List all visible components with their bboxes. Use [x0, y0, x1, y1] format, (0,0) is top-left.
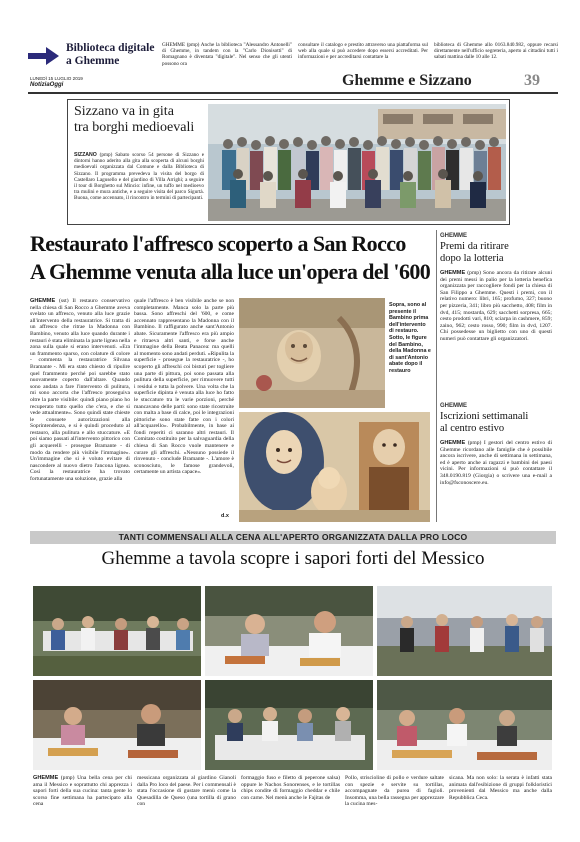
sidebar-title-1-line2: dopo la lotteria	[440, 253, 504, 264]
arrow-icon	[28, 46, 60, 66]
section-title: Ghemme e Sizzano	[342, 72, 472, 89]
masthead-date: LUNEDÌ 15 LUGLIO 2019	[30, 76, 83, 81]
dinner-photo-5	[205, 680, 373, 770]
sizzano-title-line1: Sizzano va in gita	[74, 104, 174, 119]
sidebar-body-2-text: (pmp) I gestori del centro estivo di Ghemme ricordano alle famiglie che è possibile ancora iscrivere, anche di settimana in settimana, ed è aperto anche ai ragazzi e bambini dei paesi vicini. Per informazioni si può contattare il 348.0190.819 (Giorgia) o scrivere una e-mail a info@fsconoscere.eu.	[440, 440, 552, 486]
masthead-paper: NotiziaOggi	[30, 82, 64, 88]
library-title-line1: Biblioteca digitale	[66, 42, 155, 54]
sizzano-text: (pmp) Sabato scorso 54 persone di Sizzano e dintorni hanno aderito alla gita alla scoperta di alcuni borghi medioevali organizzata dal Comune e dalla Biblioteca di Sizzano. Il programma prevedeva la visita del borgo di Castellaro Lagusello e del giardino di Villa Arrighi; a seguire il tour di Borghetto sul Mincio: infine, un tuffo nel medioevo tra mulini e mura antiche, e a seguire visita del parco Sigurtà. Buona, come accennato, il rincontro in termini di partecipanti.	[74, 152, 204, 202]
sidebar-kicker-2: GHEMME	[440, 403, 467, 409]
library-col3: biblioteca di Ghemme allo 0163.840.982, oppure recarsi direttamente nell'ufficio segreteria, aperto ai cittadini tutti i sabati mattina dalle 10 alle 12.	[434, 42, 558, 61]
sidebar-body-1-text: (pmp) Sono ancora da ritirare alcuni dei premi messi in palio per la lotteria benefica organizzata per raccogliere fondi per la chiesa di San Filippo a Ghemme. Questi i premi, con il relativo numero: libri, 165; profumo, 327; buono per pizzeria, 341; libro più sacchetto, 408; film in dvd, 415; mostarda, 629; sacchetti sorpresa, 665; cesto prodotti vari, 810; sciarpa in cashmere, 859; zaino, 962; cesto rosso, 990; film in dvd, 1207. Chi possedesse un biglietto con uno di questi numeri può contattare gli organizzatori.	[440, 270, 552, 342]
masthead-rule	[28, 92, 558, 94]
dinner-photo-3	[377, 586, 552, 676]
rocco-col1-text: (sst) Il restauro conservativo nella chiesa di San Rocco a Ghemme aveva svelato un affresco, venuto alla luce grazie all'intervento della restauratrice. Si tratta di un affresco che ritrae la Madonna con Bambino, venuto alla luce quando durante i restauri è stata eliminata la parte lignea nella zona sulla quale si erano intervenuti. «Era un frammento sparso, con colature di colore - commenta la restauratrice Silvana Bramante -. Mi era stato chiesto di ripulire quel frammento perché poi sarebbe stato nuovamente coperto dall'altare. Quando sono andata a fare l'intervento di pulitura, mi sono accorta che l'affresco proseguiva oltre la parte visibile: quindi piano piano ho recuperato tutto quello che c'era, e che si vede attualmente». Sono quindi state chieste le consuete autorizzazioni alla Soprintendenza, e si è quindi proceduto al restauro, alla pulitura e allo stuccature. «E poi siamo passati all'intervento pittorico con gli acquerelli - prosegue Bramante - di modo da rendere più visibile l'immagine». Un'immagine che si è voluto evitare di nascondere al nuovo dietro l'ancona lignea. Così la restauratrice ha trovato fortunatamente una soluzione, grazie alla	[30, 298, 130, 483]
rocco-col1	[30, 298, 130, 520]
dinner-photo-2	[205, 586, 373, 676]
library-col1: GHEMME (pmp) Anche la biblioteca "Alessandro Antonelli" di Ghemme, in tandem con la "Carlo Dionisotti" di Romagnano è diventata "digitale". Nel senso che gli utenti possono ora	[162, 42, 292, 67]
sidebar-body-2	[440, 440, 552, 522]
sidebar-title-2-line1: Iscrizioni settimanali	[440, 411, 529, 422]
page-number: 39	[524, 72, 540, 89]
dinner-photo-4	[33, 680, 201, 770]
rocco-headline-1: Restaurato l'affresco scoperto a San Rocco	[30, 231, 406, 256]
sizzano-title	[74, 104, 214, 136]
library-title-line2: a Ghemme	[66, 54, 120, 67]
sidebar-title-2	[440, 411, 552, 435]
sizzano-body	[74, 152, 204, 202]
messico-col3: formaggio fuso e filetto di peperone salsa) oppure le Nachos Sonorenses, e le tortillas chips condite di formaggio cheddar e chile con carne. Nel menù anche le Fajitas de	[241, 775, 340, 801]
messico-col5: sicana. Ma non solo: la serata è infatti stata animata dall'esibizione di gruppi folkloristici provenienti dal Messico ma anche dalla Repubblica Ceca.	[449, 775, 552, 801]
sidebar-separator	[436, 230, 437, 522]
dinner-photo-6	[377, 680, 552, 770]
sidebar-body-1	[440, 270, 552, 394]
sidebar-title-1-line1: Premi da ritirare	[440, 241, 509, 252]
sidebar-title-1	[440, 241, 552, 265]
sizzano-kicker: SIZZANO	[74, 152, 97, 158]
messico-kicker: GHEMME	[33, 775, 59, 781]
sidebar-body-1-kicker: GHEMME	[440, 270, 466, 276]
sizzano-title-line2: tra borghi medioevali	[74, 120, 195, 135]
dinner-photo-1	[33, 586, 201, 676]
rocco-col2: quale l'affresco è ben visibile anche se non completamente. Manca solo la parte più bassa. Sono affreschi del '600, e come accennato rappresentano la Madonna con il Bambino. Il raffigurato anche sant'Antonio abate. Sicuramente l'affresco era più ampio e ritraeva altri santi, e forse anche l'immagine della Beata Panacea: ma quelli al momento sono andati perduti. «Ripulita la superficie - prosegue la restauratrice -, ho scoperto gli affreschi coi bisturi per togliere una parte di pittura, poi sono passata alla pulitura della superficie, per rimuovere tutti i residui e tutta la polvere. Una volta che la superficie dipinta è venuta alla luce ho fatto le stuccature tra le varie porzioni, perché mancavano delle parti: sono state ricostruite con malta a base di calce, poi le integrazioni pittoriche sono state fatte con i colori all'acquarello». Probabilmente, in base ai fondi reperiti ci saranno altri restauri. Il Comitato costituito per la salvaguardia della chiesa di San Rocco vuole mantenere e curare gli affreschi. «Nessuno possiede il rinvenuto - conclude Bramante -. L'amore è sconosciuto, le famose grandevoli, certamente un artista capace».	[134, 298, 234, 476]
fresco-photo-before	[239, 298, 385, 408]
library-col2: consultare il catalogo e prestito attraverso una piattaforma sul web alla quale si può accedere dopo essersi accreditati. Per informazioni e per accreditarsi contattare la	[298, 42, 428, 61]
sidebar-title-2-line2: al centro estivo	[440, 423, 505, 434]
messico-headline: Ghemme a tavola scopre i sapori forti del Messico	[101, 548, 485, 569]
sidebar-body-2-kicker: GHEMME	[440, 440, 466, 446]
messico-col2: messicana organizzata al giardino Gianoli dalla Pro loco del paese. Per i commensali è stata l'occasione di gustare menù come la Quesadilla de Queso (una tortilla di grano con	[137, 775, 236, 808]
group-photo	[208, 104, 506, 221]
fresco-photo-after	[239, 412, 430, 522]
library-title	[66, 42, 158, 67]
fresco-caption: Sopra, sono al presente il Bambino prima dell'intervento di restauro. Sotto, le figure del Bambino, della Madonna e di sant'Antonio abate dopo il restauro	[389, 302, 431, 374]
rocco-signature: d.x	[221, 513, 229, 519]
library-banner	[28, 42, 558, 70]
messico-col1	[33, 775, 132, 808]
sidebar-kicker-1: GHEMME	[440, 233, 467, 239]
messico-col4: Pollo, striscioline di pollo e verdure saltate con spezie e servite su tortillas, accompagnate da purea di fagioli. Insomma, una bella rassegna per apprezzare la cucina mes-	[345, 775, 444, 808]
messico-band: TANTI COMMENSALI ALLA CENA ALL'APERTO ORGANIZZATA DALLA PRO LOCO	[30, 531, 556, 544]
rocco-kicker: GHEMME	[30, 298, 56, 304]
rocco-headline-2: A Ghemme venuta alla luce un'opera del '600	[30, 259, 431, 284]
sizzano-box	[67, 99, 510, 225]
messico-col1-text: (pmp) Una bella cena per chi ama il Messico e soprattutto chi apprezza i sapori forti della sua cucina: tanta gente lo scorso fine settimana ha partecipato alla cena	[33, 775, 132, 808]
